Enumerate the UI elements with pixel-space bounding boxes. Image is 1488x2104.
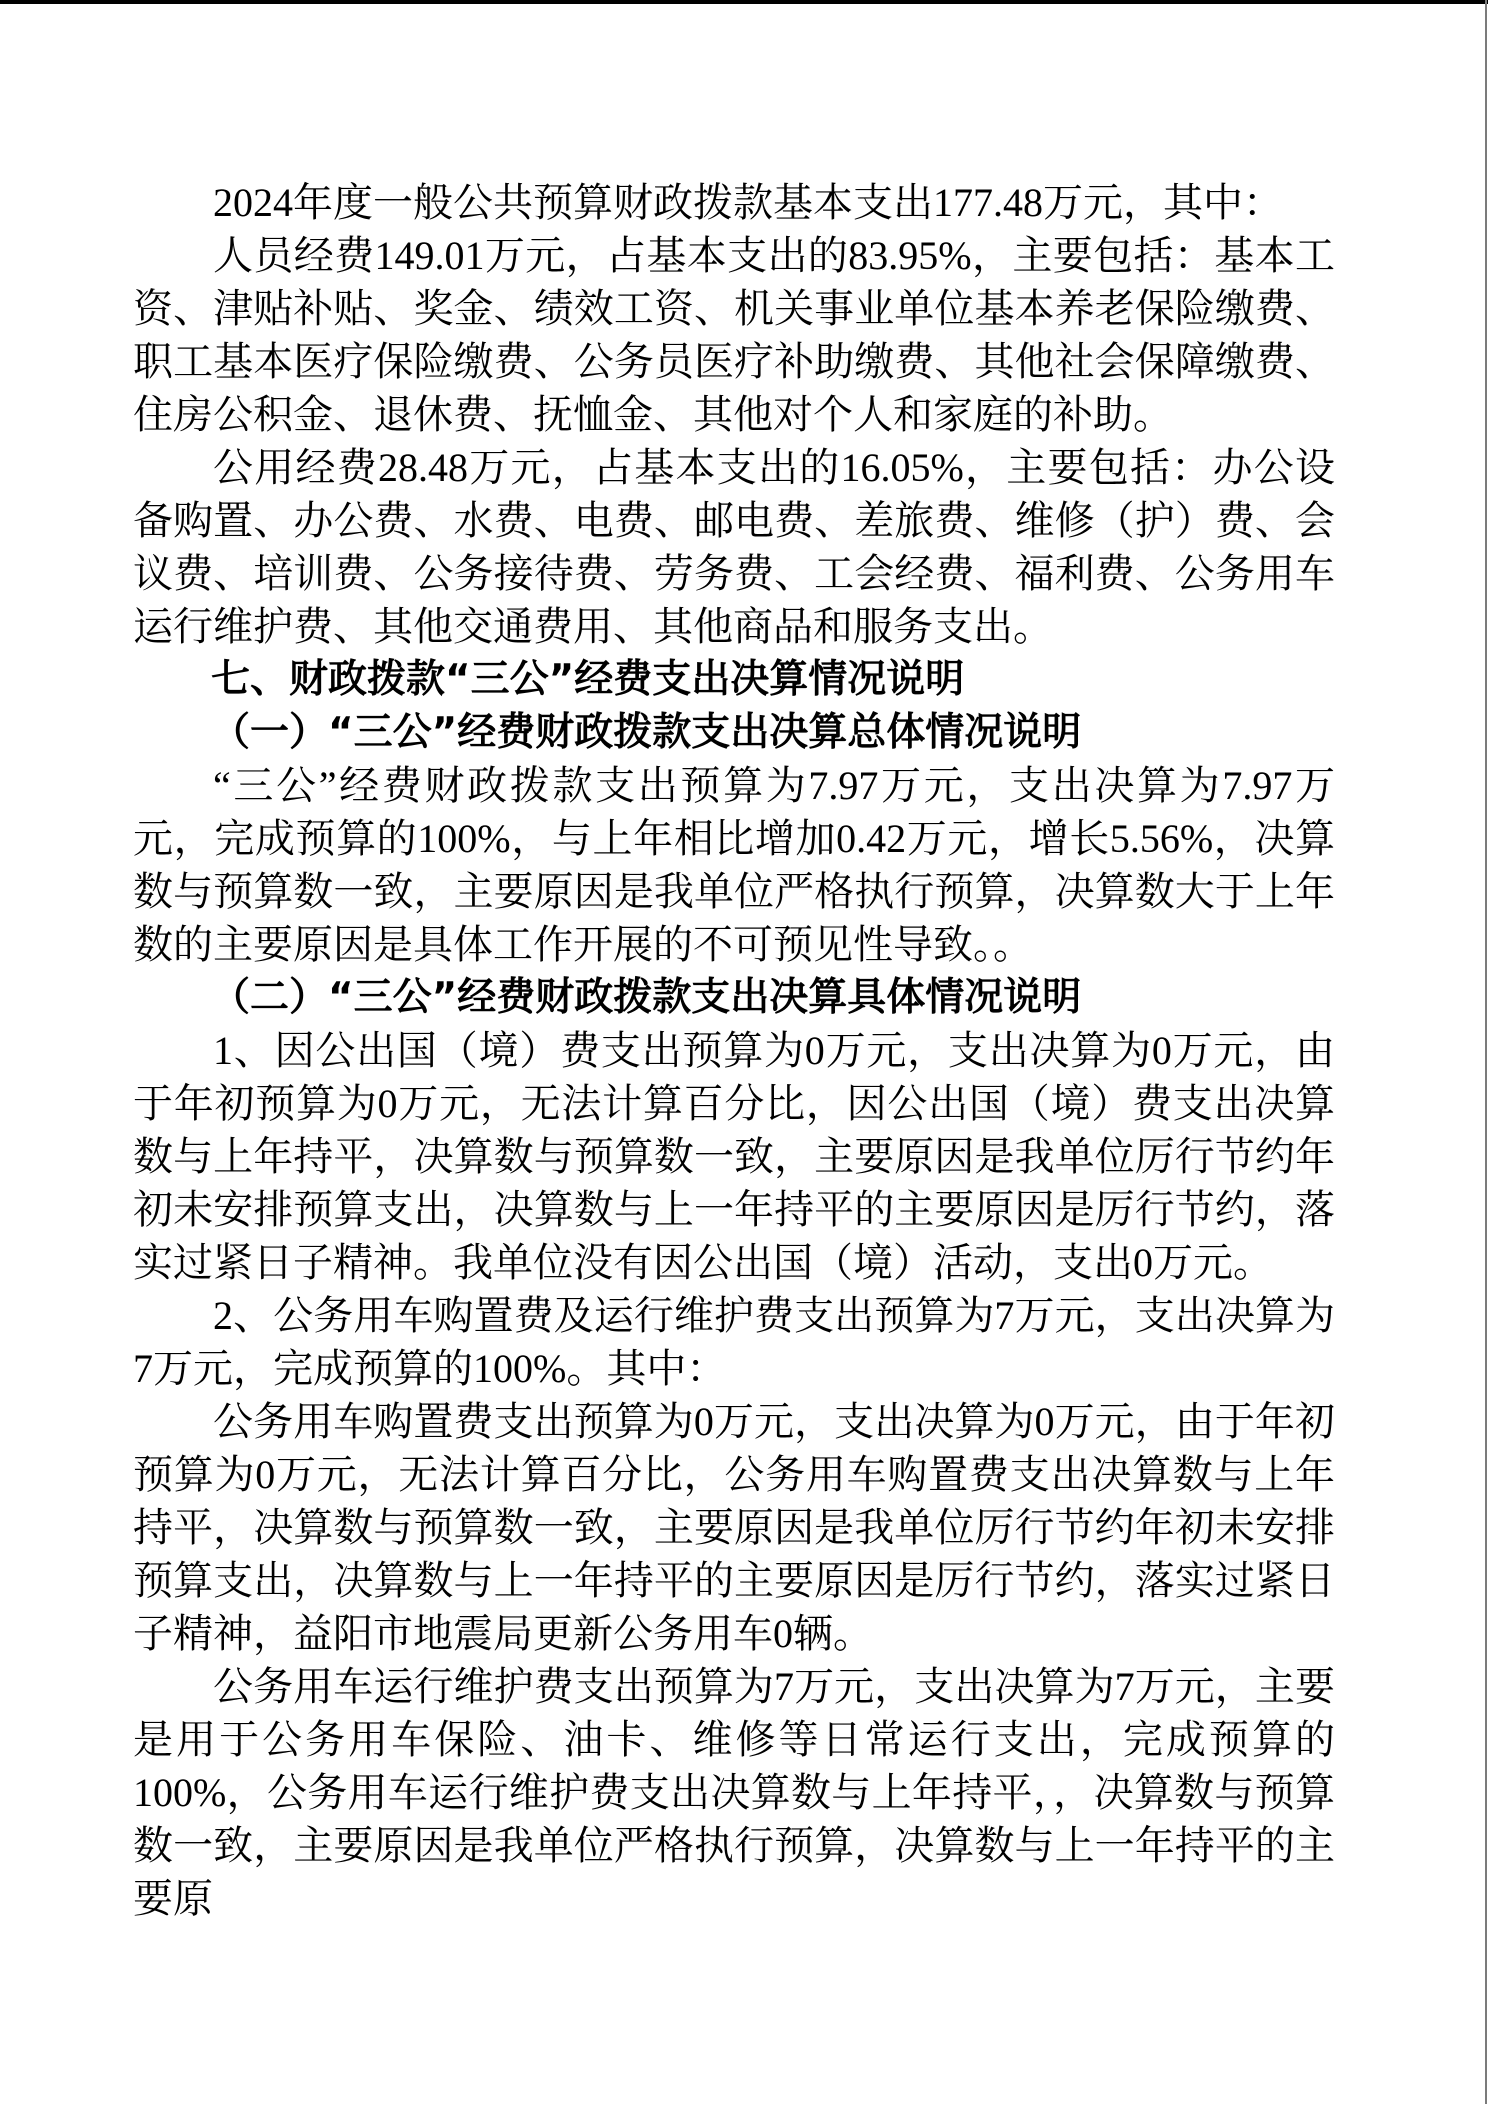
paragraph-basic-expenditure-total: 2024年度一般公共预算财政拨款基本支出177.48万元，其中：: [213, 180, 1283, 225]
paragraph-overseas-travel: 1、因公出国（境）费支出预算为0万元，支出决算为0万元，由于年初预算为0万元，无法计算百分比，因公出国（境）费支出决算数与上年持平，决算数与预算数一致，主要原因是我单位厉行节约年初未安排预算支出，决算数与上一年持平的主要原因是厉行节约，落实过紧日子精神。我单位没有因公出国（境）活动，支出0万元。: [133, 1028, 1335, 1285]
paragraph-three-public-overall: “三公”经费财政拨款支出预算为7.97万元，支出决算为7.97万元，完成预算的100%，与上年相比增加0.42万元，增长5.56%，决算数与预算数一致，主要原因是我单位严格执行预算，决算数大于上年数的主要原因是具体工作开展的不可预见性导致。。: [133, 763, 1335, 967]
document-page: [133, 176, 1335, 1925]
page-top-border: [0, 0, 1488, 4]
paragraph-personnel-funds: 人员经费149.01万元，占基本支出的83.95%，主要包括：基本工资、津贴补贴、奖金、绩效工资、机关事业单位基本养老保险缴费、职工基本医疗保险缴费、公务员医疗补助缴费、其他社会保障缴费、住房公积金、退休费、抚恤金、其他对个人和家庭的补助。: [133, 233, 1335, 437]
heading-section-seven-1: （一）“三公”经费财政拨款支出决算总体情况说明: [211, 710, 1082, 755]
heading-section-seven-2: （二）“三公”经费财政拨款支出决算具体情况说明: [211, 975, 1082, 1020]
paragraph-vehicle-total: 2、公务用车购置费及运行维护费支出预算为7万元，支出决算为7万元，完成预算的100%。其中：: [133, 1293, 1335, 1391]
paragraph-vehicle-purchase: 公务用车购置费支出预算为0万元，支出决算为0万元，由于年初预算为0万元，无法计算百分比，公务用车购置费支出决算数与上年持平，决算数与预算数一致，主要原因是我单位厉行节约年初未安排预算支出，决算数与上一年持平的主要原因是厉行节约，落实过紧日子精神，益阳市地震局更新公务用车0辆。: [133, 1399, 1335, 1656]
paragraph-public-funds: 公用经费28.48万元，占基本支出的16.05%，主要包括：办公设备购置、办公费、水费、电费、邮电费、差旅费、维修（护）费、会议费、培训费、公务接待费、劳务费、工会经费、福利费、公务用车运行维护费、其他交通费用、其他商品和服务支出。: [133, 445, 1335, 649]
page-right-border: [1485, 0, 1487, 2104]
heading-section-seven: 七、财政拨款“三公”经费支出决算情况说明: [211, 657, 965, 702]
paragraph-vehicle-maintenance: 公务用车运行维护费支出预算为7万元，支出决算为7万元，主要是用于公务用车保险、油卡、维修等日常运行支出，完成预算的100%，公务用车运行维护费支出决算数与上年持平，，决算数与预算数一致，主要原因是我单位严格执行预算，决算数与上一年持平的主要原: [133, 1664, 1335, 1921]
